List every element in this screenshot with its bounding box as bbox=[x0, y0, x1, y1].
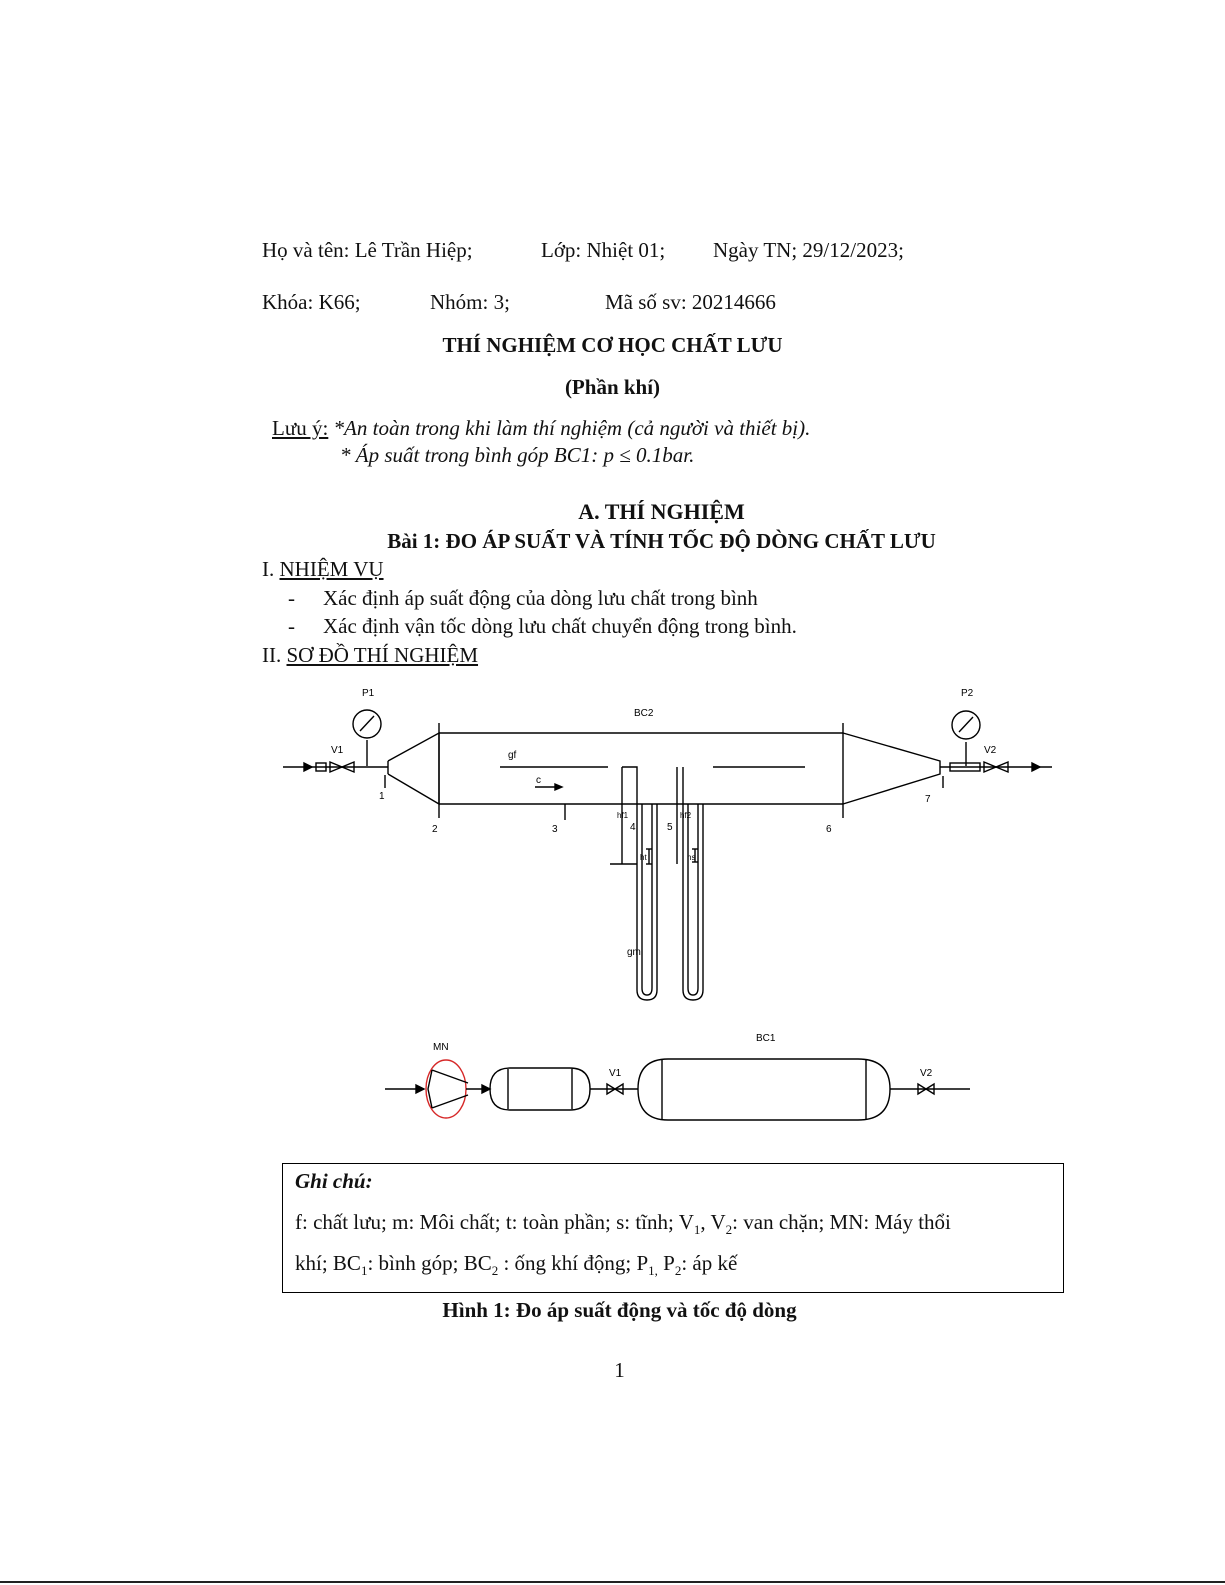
legend-sub: 1 bbox=[360, 1263, 368, 1279]
legend-sub: 2 bbox=[725, 1222, 733, 1238]
exercise-1-heading: Bài 1: ĐO ÁP SUẤT VÀ TÍNH TỐC ĐỘ DÒNG CHẤT LƯU bbox=[387, 529, 936, 553]
legend-sub: 2 bbox=[491, 1263, 499, 1279]
diagram-title: SƠ ĐỒ THÍ NGHIỆM bbox=[286, 643, 479, 667]
legend-title: Ghi chú: bbox=[295, 1169, 373, 1193]
experiment-date: Ngày TN; 29/12/2023; bbox=[713, 238, 904, 262]
bc1-tank bbox=[638, 1059, 890, 1120]
label-p2: P2 bbox=[961, 688, 974, 699]
label-v2-lower: V2 bbox=[920, 1068, 933, 1079]
legend-text: P bbox=[657, 1251, 675, 1275]
legend-sub: 1, bbox=[648, 1263, 658, 1279]
legend-line-1 bbox=[295, 1210, 951, 1238]
manometer-2 bbox=[683, 804, 703, 1000]
page-subtitle: (Phần khí) bbox=[564, 375, 661, 399]
label-4: 4 bbox=[630, 822, 636, 833]
task-bullet-2: - bbox=[288, 614, 295, 638]
page-title: THÍ NGHIỆM CƠ HỌC CHẤT LƯU bbox=[442, 333, 783, 357]
page-bottom-border bbox=[0, 1581, 1225, 1583]
task-number: I. bbox=[262, 557, 275, 581]
label-c: c bbox=[536, 775, 541, 786]
label-bc2: BC2 bbox=[634, 708, 654, 719]
label-hs: hs bbox=[687, 853, 696, 862]
label-1: 1 bbox=[379, 791, 385, 802]
student-name: Họ và tên: Lê Trần Hiệp; bbox=[262, 238, 473, 262]
task-item-2: Xác định vận tốc dòng lưu chất chuyển động trong bình. bbox=[323, 614, 797, 638]
legend-text: : bình góp; BC bbox=[367, 1251, 492, 1275]
legend-text: : áp kế bbox=[681, 1251, 738, 1275]
blower-icon bbox=[426, 1060, 466, 1118]
legend-box bbox=[282, 1163, 1064, 1293]
label-v1: V1 bbox=[331, 745, 344, 756]
label-3: 3 bbox=[552, 824, 558, 835]
legend-text: : ống khí động; P bbox=[498, 1251, 649, 1275]
inlet-arrow bbox=[304, 763, 312, 771]
label-v2: V2 bbox=[984, 745, 997, 756]
safety-note-line2: * Áp suất trong bình góp BC1: p ≤ 0.1bar. bbox=[340, 443, 695, 467]
task-item-1: Xác định áp suất động của dòng lưu chất trong bình bbox=[323, 586, 758, 610]
inlet-cone bbox=[388, 733, 439, 804]
course: Khóa: K66; bbox=[262, 290, 361, 314]
figure-caption: Hình 1: Đo áp suất động và tốc độ dòng bbox=[442, 1298, 797, 1322]
label-mn: MN bbox=[433, 1042, 449, 1053]
legend-text: : van chặn; MN: Máy thổi bbox=[732, 1210, 951, 1234]
student-class: Lớp: Nhiệt 01; bbox=[541, 238, 666, 262]
legend-text: f: chất lưu; m: Môi chất; t: toàn phần; s: tĩnh; V bbox=[295, 1210, 694, 1234]
label-gf: gf bbox=[508, 750, 517, 761]
task-title: NHIỆM VỤ bbox=[279, 557, 384, 581]
label-2: 2 bbox=[432, 824, 438, 835]
diagram-number: II. bbox=[262, 643, 282, 667]
legend-text: khí; BC bbox=[295, 1251, 361, 1275]
page-number: 1 bbox=[614, 1358, 625, 1382]
manometer-1 bbox=[637, 804, 657, 1000]
legend-text: , V bbox=[700, 1210, 726, 1234]
label-p1: P1 bbox=[362, 688, 375, 699]
label-ht: ht bbox=[640, 853, 647, 862]
label-5: 5 bbox=[667, 822, 673, 833]
legend-sub: 1 bbox=[693, 1222, 701, 1238]
label-hf2: hf2 bbox=[680, 811, 692, 820]
legend-line-2 bbox=[295, 1251, 737, 1279]
outlet-arrow bbox=[1032, 763, 1040, 771]
label-6: 6 bbox=[826, 824, 832, 835]
student-id: Mã số sv: 20214666 bbox=[605, 290, 776, 314]
label-bc1: BC1 bbox=[756, 1033, 776, 1044]
label-7: 7 bbox=[925, 794, 931, 805]
small-tank bbox=[490, 1068, 590, 1110]
label-v1-lower: V1 bbox=[609, 1068, 622, 1079]
label-gm: gm bbox=[627, 947, 641, 958]
section-a-heading: A. THÍ NGHIỆM bbox=[578, 499, 745, 524]
legend-sub: 2 bbox=[674, 1263, 682, 1279]
blower-system-diagram bbox=[385, 1059, 970, 1120]
safety-note-text1: *An toàn trong khi làm thí nghiệm (cả người và thiết bị). bbox=[328, 416, 811, 440]
safety-note-label: Lưu ý: bbox=[272, 416, 329, 440]
label-hf1: hf1 bbox=[617, 811, 629, 820]
group: Nhóm: 3; bbox=[430, 290, 510, 314]
task-bullet-1: - bbox=[288, 586, 295, 610]
